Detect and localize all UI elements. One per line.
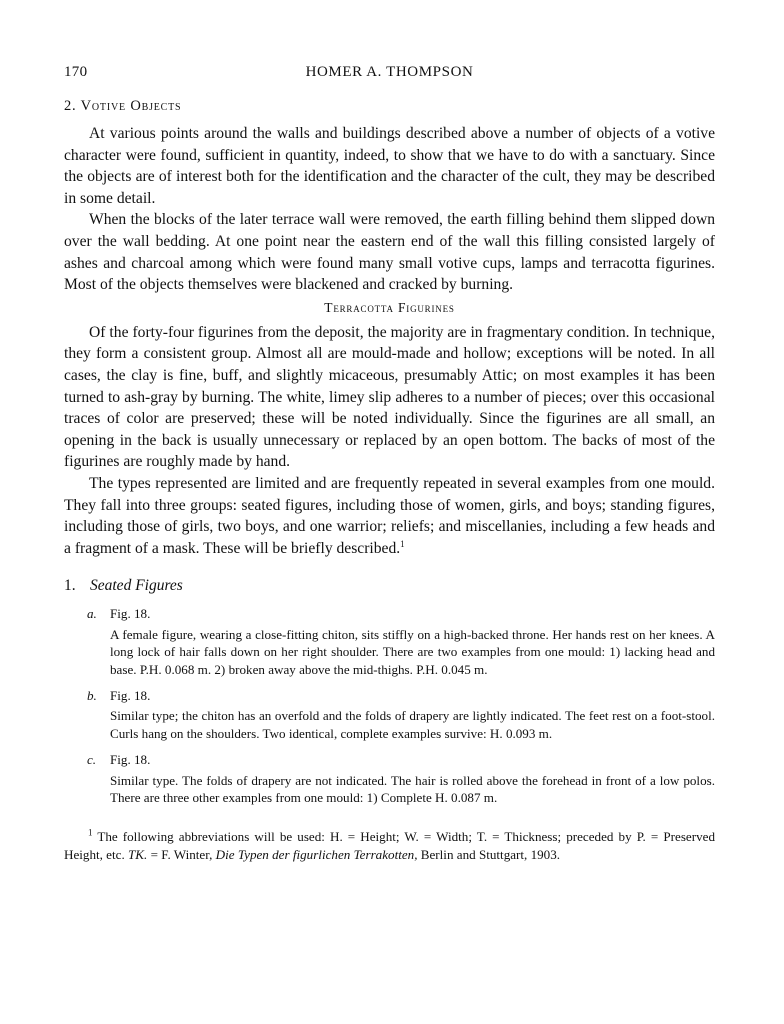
group-heading [64, 577, 715, 595]
entry-head [87, 751, 715, 768]
paragraph-types-text: The types represented are limited and are frequently repeated in several examples from one mould. They fall into three groups: seated figures, including those of women, girls, and boys; standing figures, including those of girls, two boys, and one warrior; reliefs; and miscellanies, including a few heads and a fragment of a mask. These will be briefly described. [64, 474, 715, 557]
footnote-text-start: The following abbreviations will be used: H. = Height; W. = Width; T. = Thickness; preceded by P. = Preserved Height, etc. [64, 829, 715, 862]
entry-letter: a. [87, 606, 97, 622]
entry-description: Similar type; the chiton has an overfold and the folds of drapery are lightly indicated. The feet rest on a foot-stool. Curls hang on the shoulders. Two identical, complete examples survive: H. 0.093 m. [110, 708, 715, 741]
catalog-entry-b [87, 687, 715, 742]
figure-reference: Fig. 18. [110, 687, 151, 703]
figure-reference: Fig. 18. [110, 752, 151, 768]
page-number: 170 [64, 64, 88, 80]
paragraph-technique: Of the forty-four figurines from the deposit, the majority are in fragmentary condition. In technique, they form a consistent group. Almost all are mould-made and hollow; exceptions will be noted. In all cases, the clay is fine, buff, and slightly micaceous, presumably Attic; on most examples it has been turned to ash-gray by burning. The white, limey slip adheres to a number of pieces; over this occasional traces of color are preserved; these will be noted individually. Since the figurines are all small, an opening in the back is usually unnecessary or replaced by an open bottom. The backs of most of the figurines are roughly made by hand. [64, 323, 715, 471]
footnote [64, 828, 715, 863]
catalog-entry-c [87, 751, 715, 806]
subheading-terracotta-figurines: Terracotta Figurines [324, 299, 455, 315]
footnote-mark: 1 [88, 827, 93, 838]
entry-description: A female figure, wearing a close-fitting chiton, sits stiffly on a high-backed throne. Her hands rest on her knees. A long lock of hair falls down on her right shoulder. There are two examples from one mould: 1) lacking head and base. P.H. 0.068 m. 2) broken away above the mid-thighs. P.H. 0.045 m. [110, 626, 715, 677]
entry-head [87, 687, 715, 704]
footnote-text-end: Berlin and Stuttgart, 1903. [420, 846, 561, 862]
footnote-book-title: Die Typen der figurlichen Terrakotten, [215, 846, 418, 862]
running-title: HOMER A. THOMPSON [305, 64, 474, 80]
document-page [64, 58, 715, 864]
paragraph-deposit: When the blocks of the later terrace wall were removed, the earth filling behind them slipped down over the wall bedding. At one point near the eastern end of the wall this filling consisted largely of ashes and charcoal among which were found many small votive cups, lamps and terracotta figurines. Most of the objects themselves were blackened and cracked by burning. [64, 211, 715, 294]
entry-description: Similar type. The folds of drapery are not indicated. The hair is rolled above the forehead in front of a low polos. There are three other examples from one mould: 1) Complete H. 0.087 m. [110, 772, 715, 805]
paragraph-intro: At various points around the walls and buildings described above a number of objects of a votive character were found, sufficient in quantity, indeed, to show that we have to do with a sanctuary. Since the objects are of interest both for the identification and the character of the cult, they may be described in some detail. [64, 125, 715, 207]
entry-letter: c. [87, 752, 97, 768]
group-number: 1. [64, 577, 76, 595]
footnote-abbreviation: TK. [128, 846, 148, 862]
footnote-reference[interactable]: 1 [400, 538, 405, 549]
section-heading: 2. Votive Objects [64, 98, 182, 114]
catalog-entry-a [87, 605, 715, 678]
entry-head [87, 605, 715, 622]
entry-letter: b. [87, 687, 97, 703]
running-head [64, 58, 715, 88]
group-title: Seated Figures [90, 577, 183, 595]
figure-reference: Fig. 18. [110, 606, 151, 622]
paragraph-types [64, 473, 715, 559]
footnote-text-mid: = F. Winter, [150, 846, 213, 862]
